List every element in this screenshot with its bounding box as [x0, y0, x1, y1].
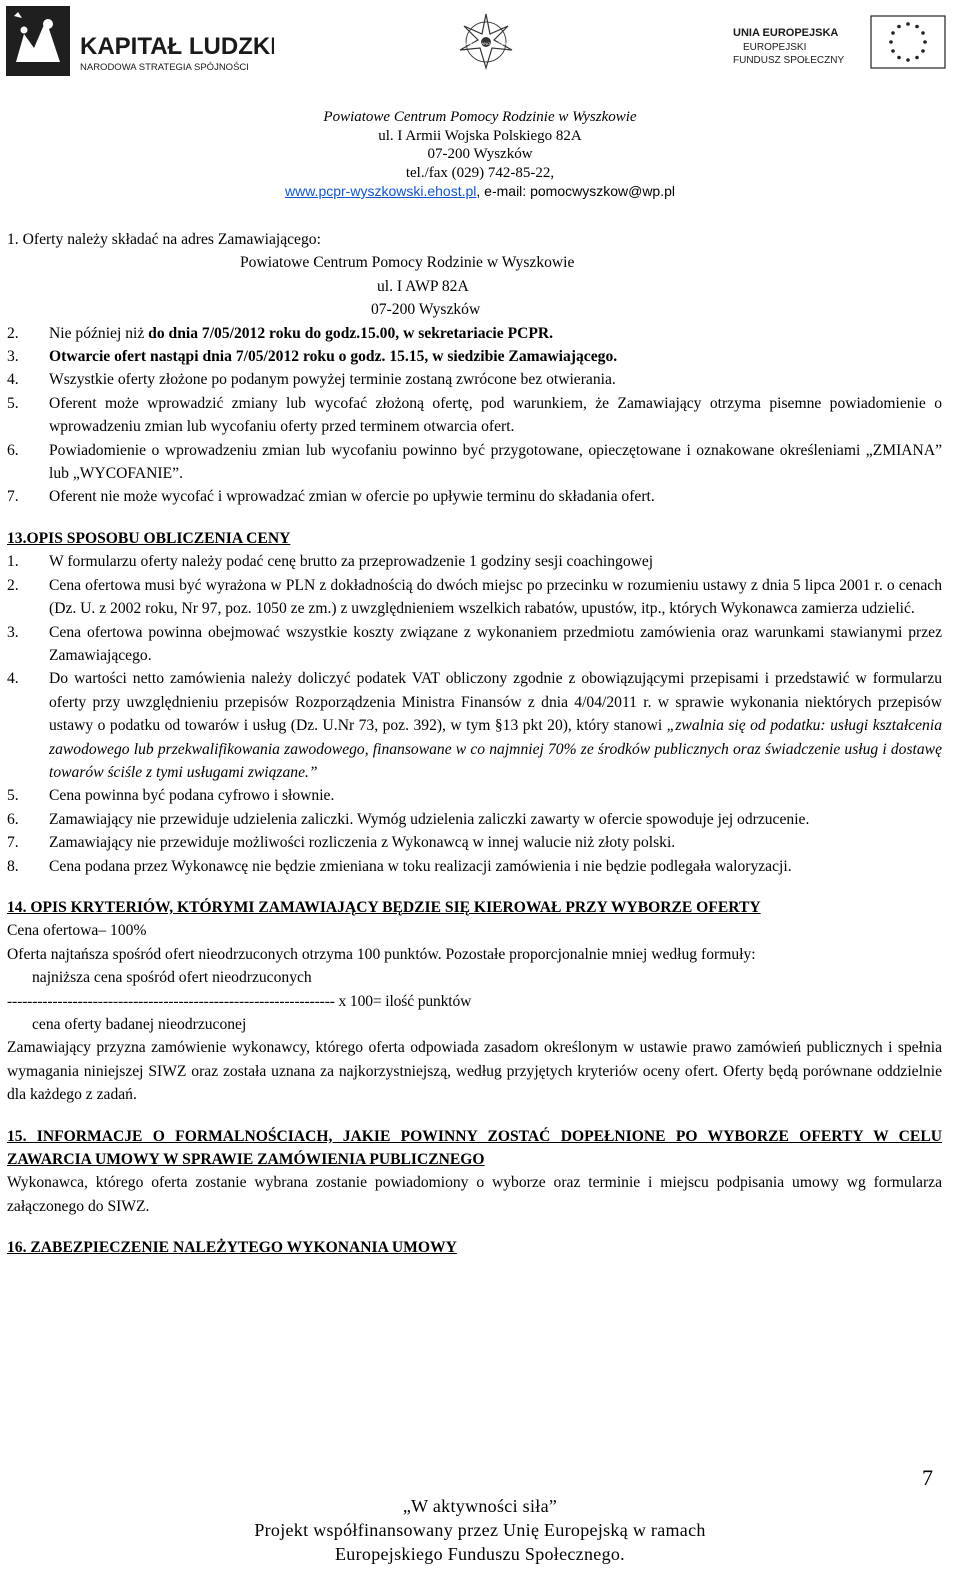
- section-13-item-4-num: 4.: [7, 670, 19, 688]
- section-13-item-8-text: Cena podana przez Wykonawcę nie będzie zmieniana w toku realizacji zamówienia i nie będzie podlegała waloryzacji.: [49, 857, 792, 875]
- formula-denominator: cena oferty badanej nieodrzuconej: [32, 1016, 247, 1033]
- offers-item-4: [7, 368, 942, 391]
- formula-fraction-line: ----------------------------------------------------------------- x 100= ilość punktów: [7, 992, 472, 1010]
- offers-item-7-text: Oferent nie może wycofać i wprowadzać zmian w ofercie po upływie terminu do składania ofert.: [49, 488, 655, 506]
- section-13-item-1-num: 1.: [7, 553, 19, 571]
- section-13-item-2: [7, 574, 942, 621]
- offers-item-1-num: 1.: [7, 231, 19, 248]
- section-13-item-5-text: Cena powinna być podana cyfrowo i słownie.: [49, 787, 335, 805]
- section-13-item-1: [7, 550, 942, 573]
- offers-item-7: [7, 485, 942, 508]
- ue-title: UNIA EUROPEJSKA: [733, 27, 839, 39]
- footer-slogan: „W aktywności siła”: [402, 1496, 558, 1516]
- offers-item-6: [7, 439, 942, 486]
- address-city: 07-200 Wyszków: [427, 146, 533, 162]
- email-address: pomocwyszkow@wp.pl: [530, 183, 675, 199]
- unia-europejska-logo: [733, 12, 958, 72]
- kapital-ludzki-emblem-icon: [4, 4, 274, 82]
- offers-item-5-num: 5.: [7, 394, 19, 412]
- kapital-ludzki-subtitle: NARODOWA STRATEGIA SPÓJNOŚCI: [80, 62, 249, 73]
- page-footer: [0, 1494, 960, 1566]
- section-13-item-3-num: 3.: [7, 623, 19, 641]
- formula-numerator: najniższa cena spośród ofert nieodrzuconych: [32, 969, 312, 987]
- footer-fund: Europejskiego Funduszu Społecznego.: [335, 1544, 625, 1564]
- offers-address-line-2: ul. I AWP 82A: [377, 277, 469, 295]
- address-org: Powiatowe Centrum Pomocy Rodzinie w Wyszkowie: [323, 109, 637, 125]
- offers-item-3: [7, 345, 942, 368]
- section-13-item-4-quote: „zwalnia się od podatku: usługi kształcenia zawodowego lub przekwalifikowania zawodowego, finansowane w co najmniej 70% ze środków publicznych oraz świadczenie usług i dostawę towarów ściśle z tymi usługami związane.”: [49, 717, 942, 781]
- offers-item-5-text: Oferent może wprowadzić zmiany lub wycofać złożoną ofertę, pod warunkiem, że Zamawiający otrzyma pisemne powiadomienie o wprowadzeniu zmian lub wycofaniu oferty przed terminem otwarcia ofert.: [49, 394, 942, 436]
- offers-item-6-num: 6.: [7, 441, 19, 459]
- section-13-item-5: [7, 784, 942, 807]
- website-link[interactable]: www.pcpr-wyszkowski.ehost.pl: [285, 183, 477, 199]
- section-13-item-4: [7, 667, 942, 784]
- section-13-item-7-num: 7.: [7, 834, 19, 852]
- footer-cofinance: Projekt współfinansowany przez Unię Europejską w ramach: [254, 1520, 706, 1540]
- section-15-heading: 15. INFORMACJE O FORMALNOŚCIACH, JAKIE POWINNY ZOSTAĆ DOPEŁNIONE PO WYBORZE OFERTY W CELU ZAWARCIA UMOWY W SPRAWIE ZAMÓWIENIA PUBLICZNEGO: [7, 1127, 942, 1169]
- kapital-ludzki-title: KAPITAŁ LUDZKI: [80, 33, 274, 60]
- address-phone: tel./fax (029) 742-85-22,: [405, 164, 555, 181]
- eu-flag-icon: [733, 12, 958, 72]
- offers-item-2-text-b: do dnia 7/05/2012 roku do godz.15.00, w sekretariacie PCPR.: [148, 324, 554, 342]
- section-13-heading: 13.OPIS SPOSOBU OBLICZENIA CENY: [7, 529, 291, 547]
- section-14-price-weight: Cena ofertowa– 100%: [7, 922, 147, 940]
- section-13-item-3-text: Cena ofertowa powinna obejmować wszystkie koszty związane z wykonaniem przedmiotu zamówienia oraz warunkami stawianymi przez Zamawiającego.: [49, 623, 942, 664]
- section-13-item-1-text: W formularzu oferty należy podać cenę brutto za przeprowadzenie 1 godziny sesji coachingowej: [49, 553, 654, 571]
- offers-item-5: [7, 392, 942, 439]
- address-block: [150, 108, 810, 201]
- section-14-heading: 14. OPIS KRYTERIÓW, KTÓRYMI ZAMAWIAJĄCY BĘDZIE SIĘ KIEROWAŁ PRZY WYBORZE OFERTY: [7, 898, 761, 916]
- star-emblem-icon: [456, 12, 516, 70]
- section-14-points-rule: Oferta najtańsza spośród ofert nieodrzuconych otrzyma 100 punktów. Pozostałe proporcjonalnie mniej według formuły:: [7, 945, 756, 963]
- offers-address-line-1: Powiatowe Centrum Pomocy Rodzinie w Wyszkowie: [240, 254, 575, 272]
- ue-subtitle-1: EUROPEJSKI: [743, 42, 807, 53]
- document-body: [7, 228, 942, 1260]
- offers-item-2: [7, 322, 942, 345]
- section-14-paragraph: Zamawiający przyzna zamówienie wykonawcy, którego oferta odpowiada zasadom określonym w ustawie prawo zamówień publicznych i spełnia wymagania niniejszej SIWZ oraz została uznana za najkorzystniejszą, według przyjętych kryteriów oceny ofert. Oferty będą porównane oddzielnie dla każdego z zadań.: [7, 1039, 942, 1104]
- ue-subtitle-2: FUNDUSZ SPOŁECZNY: [733, 55, 845, 66]
- offers-item-1-text: Oferty należy składać na adres Zamawiającego:: [22, 231, 321, 248]
- offers-item-4-num: 4.: [7, 371, 19, 389]
- w-aktywnosci-sila-logo-text: W AKTYWNOŚCI SIŁA: [465, 41, 507, 46]
- section-13-item-7: [7, 831, 942, 854]
- page-number: 7: [922, 1465, 933, 1490]
- address-street: ul. I Armii Wojska Polskiego 82A: [378, 127, 582, 144]
- section-13-item-6: [7, 808, 942, 831]
- email-separator: , e-mail:: [476, 183, 531, 199]
- section-13-item-2-text: Cena ofertowa musi być wyrażona w PLN z dokładnością do dwóch miejsc po przecinku w rozumieniu ustawy z dnia 5 lipca 2001 r. o cenach (Dz. U. z 2002 roku, Nr 97, poz. 1050 ze zm.) z uwzględnieniem wszelkich rabatów, upustów, itp., których Wykonawca zamierza udzielić.: [49, 576, 942, 618]
- offers-item-7-num: 7.: [7, 488, 19, 506]
- address-links: [150, 182, 810, 201]
- section-13-item-8: [7, 855, 942, 878]
- offers-item-6-text: Powiadomienie o wprowadzeniu zmian lub wycofaniu powinno być przygotowane, opieczętowane i oznakowane określeniami „ZMIANA” lub „WYCOFANIE”.: [49, 441, 942, 483]
- offers-item-3-num: 3.: [7, 348, 19, 366]
- kapital-ludzki-logo: [4, 4, 274, 82]
- section-13-item-6-text: Zamawiający nie przewiduje udzielenia zaliczki. Wymóg udzielenia zaliczki zawarty w ofercie spowoduje jej odrzucenie.: [49, 810, 810, 828]
- section-13-item-8-num: 8.: [7, 857, 19, 875]
- section-15-paragraph: Wykonawca, którego oferta zostanie wybrana zostanie powiadomiony o wyborze oraz terminie i miejscu podpisania umowy wg formularza załączonego do SIWZ.: [7, 1174, 942, 1215]
- offers-item-1: [7, 228, 942, 251]
- offers-item-2-text-a: Nie później niż: [49, 324, 149, 342]
- section-13-item-5-num: 5.: [7, 787, 19, 805]
- section-13-item-4-text: Do wartości netto zamówienia należy doliczyć podatek VAT obliczony zgodnie z obowiązującymi przepisami i przedstawić w formularzu oferty przy uwzględnieniu przepisów Rozporządzenia Ministra Finansów z dnia 4/04/2011 r. w sprawie wykonania niektórych przepisów ustawy o podatku od towarów i usług (Dz. U.Nr 73, poz. 392), w tym §13 pkt 20), który stanowi: [49, 670, 942, 735]
- offers-item-3-text: Otwarcie ofert nastąpi dnia 7/05/2012 roku o godz. 15.15, w siedzibie Zamawiającego.: [49, 348, 618, 366]
- section-13-item-2-num: 2.: [7, 576, 19, 594]
- section-13-item-6-num: 6.: [7, 810, 19, 828]
- section-16-heading: 16. ZABEZPIECZENIE NALEŻYTEGO WYKONANIA UMOWY: [7, 1239, 457, 1257]
- section-13-item-3: [7, 621, 942, 668]
- w-aktywnosci-sila-logo: [456, 12, 516, 70]
- offers-item-2-num: 2.: [7, 324, 19, 342]
- offers-address-line-3: 07-200 Wyszków: [371, 301, 481, 319]
- section-13-item-7-text: Zamawiający nie przewiduje możliwości rozliczenia z Wykonawcą w innej walucie niż złoty polski.: [49, 834, 676, 852]
- offers-item-4-text: Wszystkie oferty złożone po podanym powyżej terminie zostaną zwrócone bez otwierania.: [49, 371, 616, 389]
